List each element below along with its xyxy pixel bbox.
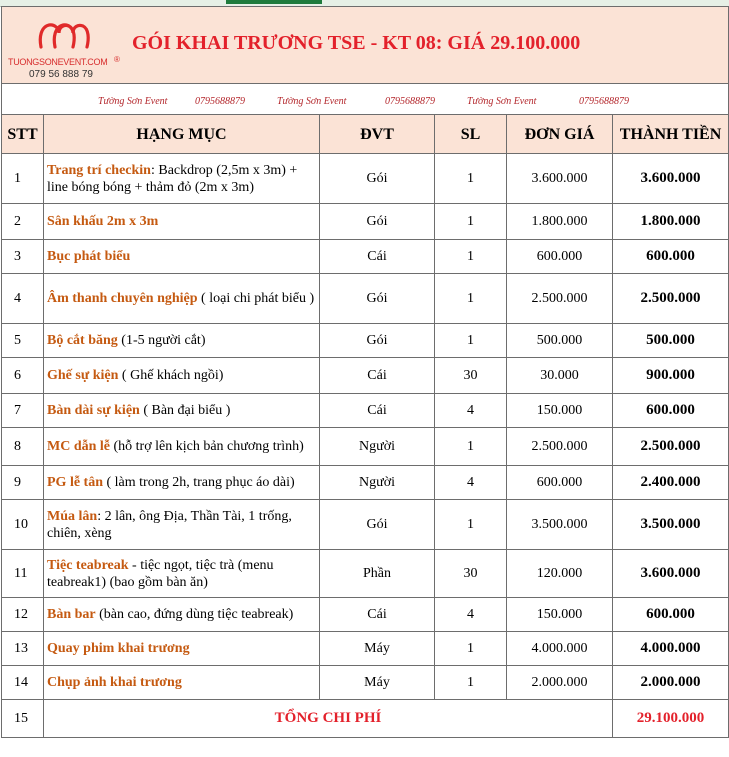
title-row [2,7,729,84]
stt-cell[interactable]: 11 [2,550,44,598]
company-logo [2,7,122,83]
stt-cell[interactable]: 4 [2,274,44,324]
unit-cell[interactable]: Gói [320,204,435,240]
qty-cell[interactable]: 30 [435,358,507,394]
unit-price-cell[interactable]: 600.000 [507,240,613,274]
unit-cell[interactable]: Máy [320,632,435,666]
col-unit-price-header[interactable]: ĐƠN GIÁ [507,115,613,154]
item-name: Âm thanh chuyên nghiệp [47,291,198,306]
amount-cell[interactable]: 1.800.000 [613,204,729,240]
qty-cell[interactable]: 1 [435,154,507,204]
col-item-header[interactable]: HẠNG MỤC [44,115,320,154]
item-description: ( loại chi phát biểu ) [197,291,315,306]
title-cell[interactable] [2,7,729,84]
qty-cell[interactable]: 1 [435,204,507,240]
col-qty-header[interactable]: SL [435,115,507,154]
amount-cell[interactable]: 2.000.000 [613,666,729,700]
selected-tab-indicator [226,0,322,4]
qty-cell[interactable]: 4 [435,394,507,428]
column-header-row [2,115,729,154]
double-heart-logo-icon [37,17,91,53]
brand-row [2,84,729,115]
item-description: (bàn cao, đứng dùng tiệc teabreak) [95,607,294,622]
brand-name: Tường Sơn Event [277,96,347,107]
stt-cell[interactable]: 2 [2,204,44,240]
col-amount-header[interactable]: THÀNH TIỀN [613,115,729,154]
stt-cell[interactable]: 9 [2,466,44,500]
stt-cell[interactable]: 5 [2,324,44,358]
amount-cell[interactable]: 2.500.000 [613,428,729,466]
item-cell[interactable] [44,666,320,700]
item-cell[interactable] [44,240,320,274]
registered-mark: ® [114,55,120,64]
unit-cell[interactable]: Cái [320,240,435,274]
unit-cell[interactable]: Cái [320,598,435,632]
item-description: ( Bàn đại biểu ) [139,403,231,418]
item-cell[interactable] [44,466,320,500]
unit-cell[interactable]: Phần [320,550,435,598]
item-cell[interactable] [44,598,320,632]
table-row [2,240,729,274]
brand-phone: 0795688879 [195,96,245,107]
stt-cell[interactable]: 1 [2,154,44,204]
unit-price-cell[interactable]: 3.500.000 [507,500,613,550]
item-cell[interactable] [44,428,320,466]
table-row [2,466,729,500]
unit-cell[interactable]: Gói [320,324,435,358]
amount-cell[interactable]: 3.500.000 [613,500,729,550]
table-row [2,550,729,598]
item-name: Bộ cắt băng [47,333,118,348]
qty-cell[interactable]: 4 [435,598,507,632]
table-row [2,666,729,700]
item-cell[interactable] [44,274,320,324]
amount-cell[interactable]: 2.500.000 [613,274,729,324]
amount-cell[interactable]: 600.000 [613,240,729,274]
logo-website: TUONGSONEVENT.COM [8,57,108,67]
item-name: Bàn bar [47,607,96,622]
unit-price-cell[interactable]: 4.000.000 [507,632,613,666]
item-description: (hỗ trợ lên kịch bản chương trình) [110,439,304,454]
item-name: MC dẫn lễ [47,439,110,454]
qty-cell[interactable]: 1 [435,666,507,700]
stt-cell[interactable]: 8 [2,428,44,466]
unit-cell[interactable]: Người [320,466,435,500]
brand-name: Tường Sơn Event [467,96,537,107]
stt-cell[interactable]: 15 [2,700,44,738]
stt-cell[interactable]: 10 [2,500,44,550]
item-name: PG lễ tân [47,475,103,490]
qty-cell[interactable]: 1 [435,240,507,274]
brand-cell[interactable] [2,84,729,115]
item-cell[interactable] [44,394,320,428]
unit-price-cell[interactable]: 120.000 [507,550,613,598]
unit-price-cell[interactable]: 30.000 [507,358,613,394]
table-row [2,632,729,666]
unit-price-cell[interactable]: 1.800.000 [507,204,613,240]
unit-price-cell[interactable]: 2.500.000 [507,428,613,466]
table-row [2,204,729,240]
table-row [2,154,729,204]
col-stt-header[interactable]: STT [2,115,44,154]
brand-name: Tường Sơn Event [98,96,168,107]
item-cell[interactable] [44,358,320,394]
qty-cell[interactable]: 1 [435,274,507,324]
unit-price-cell[interactable]: 2.000.000 [507,666,613,700]
unit-price-cell[interactable]: 150.000 [507,598,613,632]
unit-cell[interactable]: Người [320,428,435,466]
amount-cell[interactable]: 600.000 [613,394,729,428]
item-cell[interactable] [44,550,320,598]
total-label[interactable]: TỔNG CHI PHÍ [44,700,613,738]
amount-cell[interactable]: 900.000 [613,358,729,394]
amount-cell[interactable]: 2.400.000 [613,466,729,500]
stt-cell[interactable]: 3 [2,240,44,274]
unit-cell[interactable]: Gói [320,154,435,204]
stt-cell[interactable]: 12 [2,598,44,632]
total-value[interactable]: 29.100.000 [613,700,729,738]
unit-price-cell[interactable]: 500.000 [507,324,613,358]
table-row [2,428,729,466]
qty-cell[interactable]: 30 [435,550,507,598]
item-name: Bục phát biểu [47,249,131,264]
col-unit-header[interactable]: ĐVT [320,115,435,154]
item-description: ( làm trong 2h, trang phục áo dài) [103,475,295,490]
item-name: Múa lân [47,508,98,524]
unit-cell[interactable]: Gói [320,274,435,324]
unit-cell[interactable]: Cái [320,394,435,428]
table-row [2,394,729,428]
item-description: ( Ghế khách ngồi) [118,368,224,383]
item-description: - tiệc ngọt, tiệc trà (menu teabreak1) (bao gồm bàn ăn) [47,557,274,590]
amount-cell[interactable]: 500.000 [613,324,729,358]
stt-cell[interactable]: 7 [2,394,44,428]
qty-cell[interactable]: 1 [435,500,507,550]
unit-cell[interactable]: Cái [320,358,435,394]
qty-cell[interactable]: 1 [435,428,507,466]
table-row [2,324,729,358]
qty-cell[interactable]: 4 [435,466,507,500]
table-row [2,358,729,394]
item-name: Trang trí checkin [47,162,151,178]
stt-cell[interactable]: 6 [2,358,44,394]
amount-cell[interactable]: 3.600.000 [613,154,729,204]
brand-phone: 0795688879 [385,96,435,107]
item-description: : 2 lân, ông Địa, Thần Tài, 1 trống, chiên, xèng [47,508,292,541]
item-cell[interactable] [44,324,320,358]
item-name: Chụp ảnh khai trương [47,675,182,690]
unit-price-cell[interactable]: 2.500.000 [507,274,613,324]
brand-phone: 0795688879 [579,96,629,107]
page-title: GÓI KHAI TRƯƠNG TSE - KT 08: GIÁ 29.100.000 [132,32,581,54]
logo-phone: 079 56 888 79 [29,69,93,80]
item-name: Sân khấu 2m x 3m [47,214,159,229]
item-cell[interactable] [44,632,320,666]
unit-cell[interactable]: Gói [320,500,435,550]
table-row [2,500,729,550]
stt-cell[interactable]: 14 [2,666,44,700]
qty-cell[interactable]: 1 [435,632,507,666]
total-row [2,700,729,738]
item-cell[interactable] [44,204,320,240]
item-name: Bàn dài sự kiện [47,403,140,418]
unit-price-cell[interactable]: 150.000 [507,394,613,428]
amount-cell[interactable]: 3.600.000 [613,550,729,598]
item-description: (1-5 người cắt) [117,333,206,348]
amount-cell[interactable]: 4.000.000 [613,632,729,666]
item-cell[interactable] [44,500,320,550]
table-row [2,598,729,632]
unit-price-cell[interactable]: 3.600.000 [507,154,613,204]
brand-line [2,84,728,114]
item-name: Quay phim khai trương [47,641,190,656]
unit-price-cell[interactable]: 600.000 [507,466,613,500]
qty-cell[interactable]: 1 [435,324,507,358]
item-name: Tiệc teabreak [47,557,129,573]
table-row [2,274,729,324]
stt-cell[interactable]: 13 [2,632,44,666]
amount-cell[interactable]: 600.000 [613,598,729,632]
item-description: : Backdrop (2,5m x 3m) + line bóng bóng + thảm đỏ (2m x 3m) [47,162,298,195]
price-table [1,6,729,738]
unit-cell[interactable]: Máy [320,666,435,700]
item-cell[interactable] [44,154,320,204]
item-name: Ghế sự kiện [47,368,119,383]
